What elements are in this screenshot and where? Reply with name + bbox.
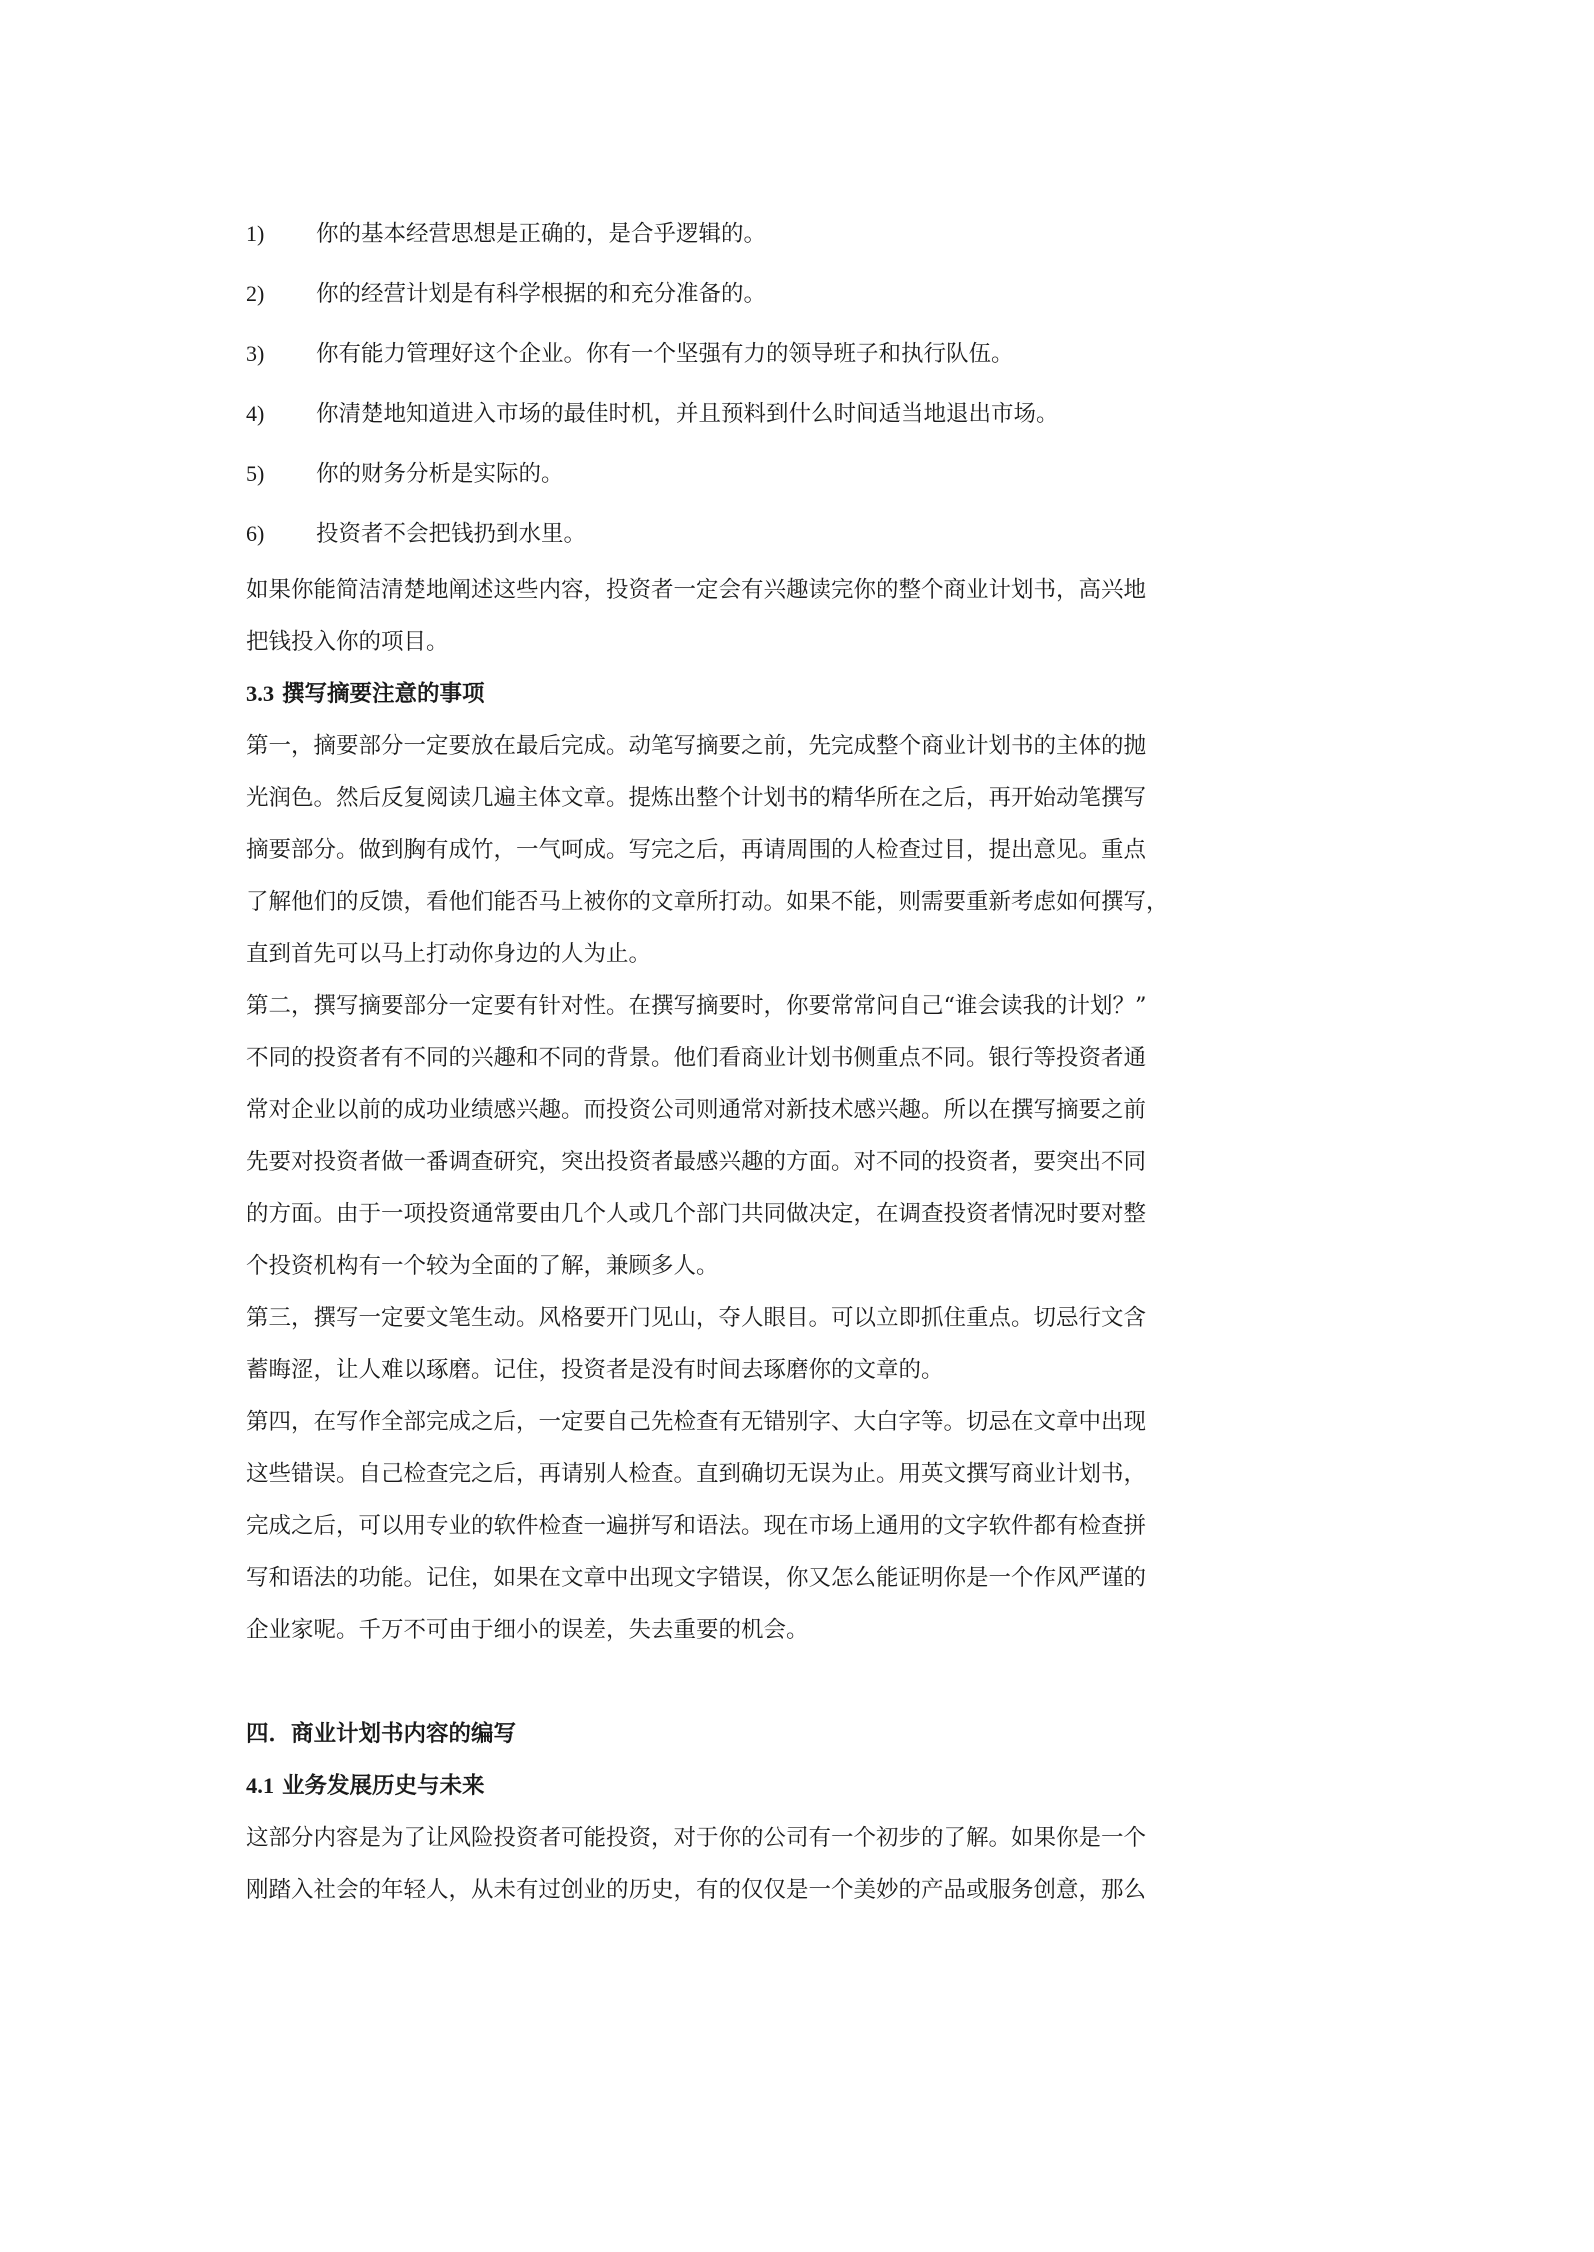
list-number: 2)	[246, 281, 265, 306]
paragraph-line: 把钱投入你的项目。	[246, 629, 449, 655]
list-number: 1)	[246, 221, 265, 246]
section-spacer	[246, 1656, 1354, 1708]
list-number: 6)	[246, 521, 265, 546]
list-item	[246, 264, 1354, 324]
list-item	[246, 444, 1354, 504]
paragraph-line: 第四，在写作全部完成之后，一定要自己先检查有无错别字、大白字等。切忌在文章中出现	[246, 1409, 1147, 1435]
list-number: 3)	[246, 341, 265, 366]
paragraph-second-point	[246, 980, 1354, 1292]
document-content	[246, 204, 1354, 1916]
paragraph-history	[246, 1812, 1354, 1916]
paragraph-line: 蓄晦涩，让人难以琢磨。记住，投资者是没有时间去琢磨你的文章的。	[246, 1357, 944, 1383]
paragraph-line: 直到首先可以马上打动你身边的人为止。	[246, 941, 652, 967]
chapter-heading-4: 四．商业计划书内容的编写	[246, 1721, 517, 1747]
list-text: 你清楚地知道进入市场的最佳时机，并且预料到什么时间适当地退出市场。	[316, 401, 1059, 427]
list-text: 你的财务分析是实际的。	[316, 461, 564, 487]
section-heading-4-1	[246, 1760, 1354, 1812]
paragraph-line: 完成之后，可以用专业的软件检查一遍拼写和语法。现在市场上通用的文字软件都有检查拼	[246, 1513, 1147, 1539]
paragraph-line: 刚踏入社会的年轻人，从未有过创业的历史，有的仅仅是一个美妙的产品或服务创意，那么	[246, 1877, 1147, 1903]
intro-paragraph	[246, 564, 1354, 668]
list-text: 你有能力管理好这个企业。你有一个坚强有力的领导班子和执行队伍。	[316, 341, 1014, 367]
list-item	[246, 204, 1354, 264]
section-number: 3.3	[246, 681, 275, 706]
paragraph-third-point	[246, 1292, 1354, 1396]
list-text: 你的经营计划是有科学根据的和充分准备的。	[316, 281, 767, 307]
paragraph-line: 第二，撰写摘要部分一定要有针对性。在撰写摘要时，你要常常问自己“谁会读我的计划？”	[246, 993, 1147, 1019]
list-number: 5)	[246, 461, 265, 486]
paragraph-line: 的方面。由于一项投资通常要由几个人或几个部门共同做决定，在调查投资者情况时要对整	[246, 1201, 1147, 1227]
section-heading-3-3	[246, 668, 1354, 720]
list-text: 你的基本经营思想是正确的，是合乎逻辑的。	[316, 221, 767, 247]
list-number: 4)	[246, 401, 265, 426]
paragraph-line: 如果你能简洁清楚地阐述这些内容，投资者一定会有兴趣读完你的整个商业计划书，高兴地	[246, 577, 1147, 603]
paragraph-line: 不同的投资者有不同的兴趣和不同的背景。他们看商业计划书侧重点不同。银行等投资者通	[246, 1045, 1147, 1071]
paragraph-fourth-point	[246, 1396, 1354, 1656]
list-item	[246, 384, 1354, 444]
section-title: 撰写摘要注意的事项	[274, 681, 485, 707]
paragraph-line: 这部分内容是为了让风险投资者可能投资，对于你的公司有一个初步的了解。如果你是一个	[246, 1825, 1147, 1851]
paragraph-line: 第三，撰写一定要文笔生动。风格要开门见山，夺人眼目。可以立即抓住重点。切忌行文含	[246, 1305, 1147, 1331]
paragraph-line: 光润色。然后反复阅读几遍主体文章。提炼出整个计划书的精华所在之后，再开始动笔撰写	[246, 785, 1147, 811]
paragraph-line: 企业家呢。千万不可由于细小的误差，失去重要的机会。	[246, 1617, 809, 1643]
list-item	[246, 504, 1354, 564]
paragraph-line: 摘要部分。做到胸有成竹，一气呵成。写完之后，再请周围的人检查过目，提出意见。重点	[246, 837, 1147, 863]
list-text: 投资者不会把钱扔到水里。	[316, 521, 587, 547]
paragraph-line: 第一，摘要部分一定要放在最后完成。动笔写摘要之前，先完成整个商业计划书的主体的抛	[246, 733, 1147, 759]
paragraph-line: 写和语法的功能。记住，如果在文章中出现文字错误，你又怎么能证明你是一个作风严谨的	[246, 1565, 1147, 1591]
paragraph-first-point	[246, 720, 1354, 980]
section-number: 4.1	[246, 1773, 275, 1798]
paragraph-line: 这些错误。自己检查完之后，再请别人检查。直到确切无误为止。用英文撰写商业计划书，	[246, 1461, 1147, 1487]
numbered-list	[246, 204, 1354, 564]
paragraph-line: 个投资机构有一个较为全面的了解，兼顾多人。	[246, 1253, 719, 1279]
paragraph-line: 先要对投资者做一番调查研究，突出投资者最感兴趣的方面。对不同的投资者，要突出不同	[246, 1149, 1147, 1175]
list-item	[246, 324, 1354, 384]
paragraph-line: 常对企业以前的成功业绩感兴趣。而投资公司则通常对新技术感兴趣。所以在撰写摘要之前	[246, 1097, 1147, 1123]
paragraph-line: 了解他们的反馈，看他们能否马上被你的文章所打动。如果不能，则需要重新考虑如何撰写，	[246, 889, 1169, 915]
section-title: 业务发展历史与未来	[274, 1773, 485, 1799]
